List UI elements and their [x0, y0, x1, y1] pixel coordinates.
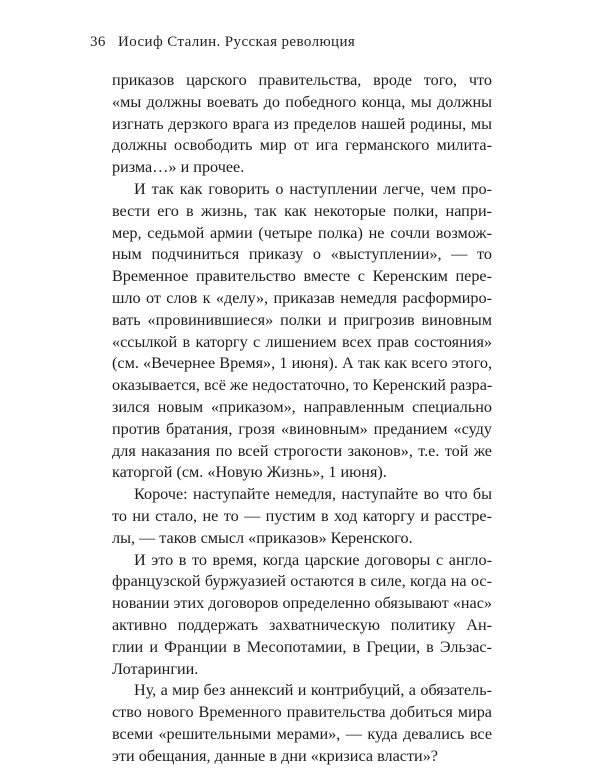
text-line: Короче: наступайте немедля, наступайте во что бы	[134, 485, 492, 504]
text-line: изгнать дерзкого врага из пределов нашей родины, мы	[112, 114, 492, 133]
text-line: эти обещания, данные в дни «кризиса власти»?	[112, 746, 438, 765]
text-line: И это в то время, когда царские договоры с англо-	[134, 550, 492, 569]
text-line: «мы должны воевать до победного конца, мы должны	[112, 92, 492, 111]
text-line: каторгой (см. «Новую Жизнь», 1 июня).	[112, 463, 387, 482]
text-line: активно поддержать захватническую политику Ан-	[112, 615, 492, 634]
text-line: для наказания по всей строгости законов», т.е. той же	[112, 441, 492, 460]
text-line: Ну, а мир без аннексий и контрибуций, а обязатель-	[134, 681, 492, 700]
text-line: Временное правительство вместе с Керенским пере-	[112, 267, 492, 286]
paragraph-4	[112, 550, 492, 681]
text-line: И так как говорить о наступлении легче, чем про-	[134, 179, 492, 198]
text-line: то ни стало, не то — пустим в ход каторгу и расстре-	[112, 506, 492, 525]
text-line: ным подчиниться приказу о «выступлении», — то	[112, 245, 492, 264]
text-line: шло от слов к «делу», приказав немедля расформиро-	[112, 288, 492, 307]
running-title: Иосиф Сталин. Русская революция	[117, 34, 356, 50]
text-line: французской буржуазией остаются в силе, когда на ос-	[112, 572, 492, 591]
text-line: против братания, грозя «виновным» преданием «суду	[112, 419, 492, 438]
paragraph-5	[112, 680, 492, 767]
text-line: оказывается, всё же недостаточно, то Керенский разра-	[112, 376, 493, 395]
text-line: должны освободить мир от ига германского милита-	[112, 136, 492, 155]
page-number: 36	[90, 34, 106, 50]
paragraph-3	[112, 484, 492, 549]
text-line: приказов царского правительства, вроде того, что	[112, 71, 492, 89]
text-line: лы, — таков смысл «приказов» Керенского.	[112, 528, 413, 547]
text-line: Лотарингии.	[112, 659, 199, 678]
text-line: вать «провинившиеся» полки и пригрозив виновным	[112, 310, 492, 329]
running-head	[90, 34, 520, 51]
paragraph-2	[112, 179, 492, 484]
text-line: ство нового Временного правительства добиться мира	[112, 703, 492, 722]
text-line: зился новым «приказом», направленным специально	[112, 397, 492, 416]
text-line: мер, седьмой армии (четыре полка) не сочли возмож-	[112, 223, 492, 242]
text-line: ризма…» и прочее.	[112, 158, 245, 177]
text-line: вести его в жизнь, так как некоторые полки, напри-	[112, 201, 492, 220]
text-line: новании этих договоров определенно обязывают «нас»	[112, 594, 492, 613]
text-line: глии и Франции в Месопотамии, в Греции, в Эльзас-	[112, 637, 492, 656]
text-line: (см. «Вечернее Время», 1 июня). А так как всего этого,	[112, 354, 492, 373]
text-line: «ссылкой в каторгу с лишением всех прав состояния»	[112, 332, 492, 351]
text-line: всеми «решительными мерами», — куда девались все	[112, 724, 492, 743]
body-text	[112, 70, 492, 768]
paragraph-1	[112, 70, 492, 179]
